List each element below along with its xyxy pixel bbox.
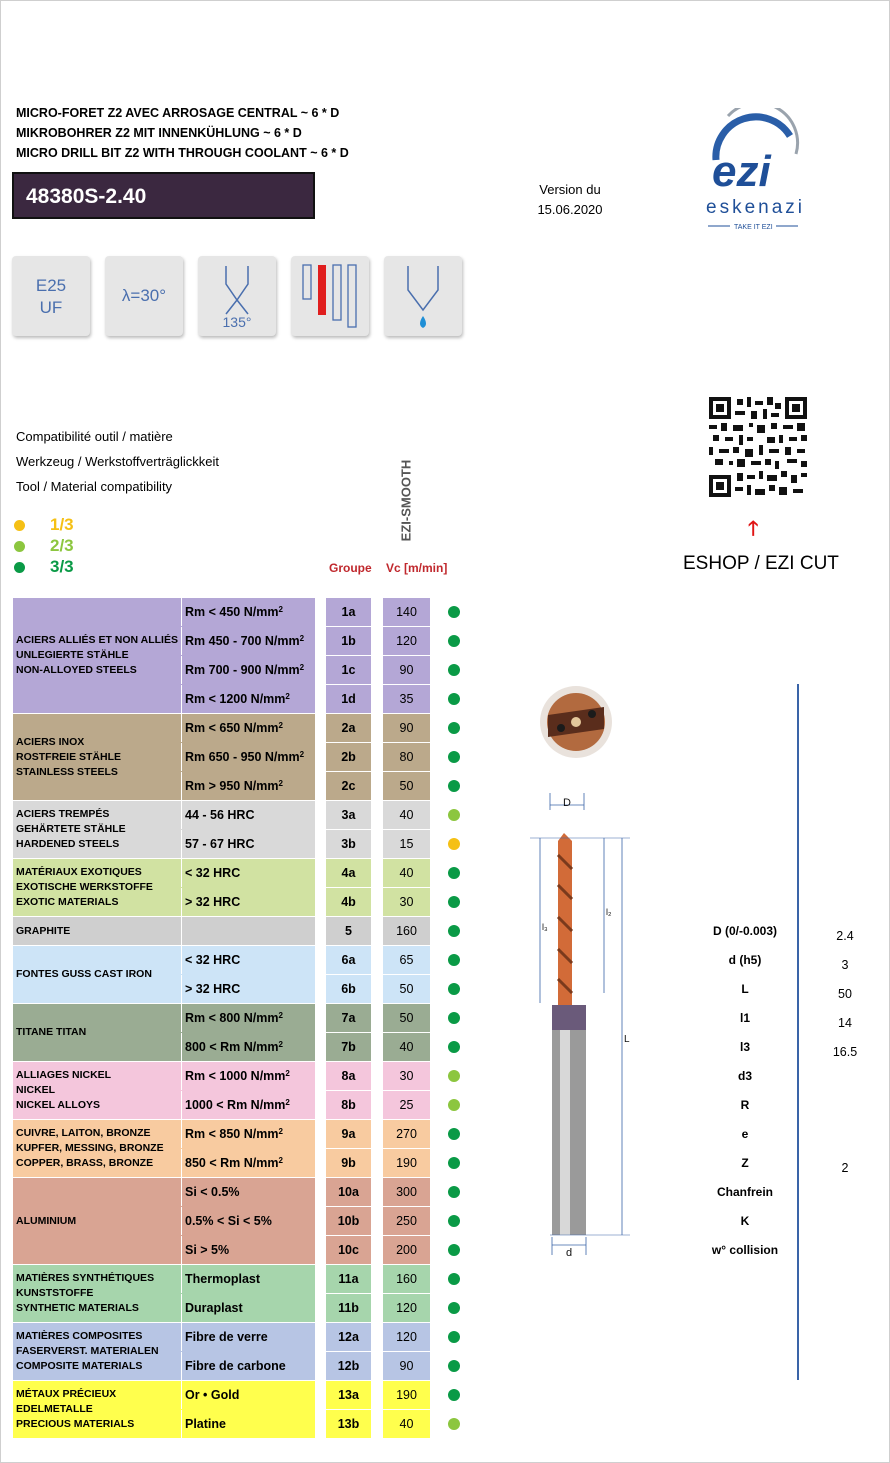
tool-length-icon [291, 256, 369, 336]
vc-cell: 40 [383, 801, 430, 829]
compatibility-dot [448, 1273, 460, 1285]
vc-cell: 25 [383, 1091, 430, 1119]
eshop-link[interactable]: ESHOP / EZI CUT [683, 553, 839, 574]
dimension-separator [797, 684, 799, 1380]
condition-cell [181, 1410, 315, 1438]
condition-cell [181, 1091, 315, 1119]
compat-de: Werkzeug / Werkstoffverträglickkeit [16, 454, 220, 469]
group-cell: 3b [326, 830, 371, 858]
condition-cell [181, 801, 315, 829]
vc-cell: 270 [383, 1120, 430, 1148]
legend-label-1: 1/3 [50, 515, 74, 534]
condition-text: 0.5% < Si < 5% [185, 1214, 272, 1228]
legend-dot-1 [14, 520, 25, 531]
version-label: Version du [539, 182, 601, 197]
condition-cell [181, 1178, 315, 1206]
condition-text: Rm < 1200 N/mm [185, 692, 286, 706]
dimension-label: e [741, 1127, 749, 1141]
material-group [13, 1120, 315, 1177]
grade-icon [12, 256, 90, 336]
compatibility-dot [448, 606, 460, 618]
group-cell: 2a [326, 714, 371, 742]
group-cell: 10c [326, 1236, 371, 1264]
compatibility-dot [448, 1128, 460, 1140]
condition-text: Rm < 800 N/mm [185, 1011, 279, 1025]
superscript: 2 [278, 1011, 283, 1020]
dimension-label: Z [741, 1156, 749, 1170]
group-cell: 1a [326, 598, 371, 626]
title-fr: MICRO-FORET Z2 AVEC ARROSAGE CENTRAL ~ 6 * D [16, 106, 340, 120]
group-cell: 11b [326, 1294, 371, 1322]
compatibility-dot [448, 1215, 460, 1227]
vc-cell: 200 [383, 1236, 430, 1264]
condition-text: 800 < Rm N/mm [185, 1040, 279, 1054]
vc-cell: 120 [383, 1294, 430, 1322]
condition-cell [181, 685, 315, 713]
legend-label-2: 2/3 [50, 536, 74, 555]
dimension-value: 2.4 [836, 929, 854, 943]
superscript: 2 [299, 750, 305, 759]
condition-text: Rm < 450 N/mm [185, 605, 279, 619]
group-cell: 12b [326, 1352, 371, 1380]
dim-D-label: D [563, 797, 571, 809]
condition-text: Platine [185, 1417, 226, 1431]
dimension-value: 14 [838, 1016, 852, 1030]
condition-cell [181, 917, 315, 945]
material-name: TITANE TITAN [16, 1026, 87, 1038]
dim-l2-label: l₂ [606, 907, 612, 917]
compatibility-dot [448, 1186, 460, 1198]
logo-brand: ezi [712, 147, 771, 196]
condition-text: Si < 0.5% [185, 1185, 240, 1199]
group-cell: 4a [326, 859, 371, 887]
vc-cell: 160 [383, 917, 430, 945]
material-group [13, 1062, 315, 1119]
logo-tagline: TAKE IT EZI [734, 224, 773, 231]
point-angle-icon [198, 256, 276, 336]
vc-cell: 90 [383, 1352, 430, 1380]
condition-cell [181, 1033, 315, 1061]
legend-dot-3 [14, 562, 25, 573]
coating-text: EZI-SMOOTH [398, 459, 414, 542]
group-cell: 7b [326, 1033, 371, 1061]
vc-cell: 190 [383, 1149, 430, 1177]
superscript: 2 [278, 605, 283, 614]
compatibility-dot [448, 751, 460, 763]
ezi-logo [700, 108, 810, 238]
dimension-value: 16.5 [832, 1045, 858, 1059]
material-name: MATIÈRES SYNTHÉTIQUES KUNSTSTOFFE SYNTHETIC MATERIALS [16, 1272, 155, 1314]
compatibility-dot [448, 664, 460, 676]
condition-text: Duraplast [185, 1301, 243, 1315]
compatibility-dot [448, 954, 460, 966]
compatibility-dot [448, 780, 460, 792]
material-group [13, 1265, 315, 1322]
group-cell: 2b [326, 743, 371, 771]
group-cell: 4b [326, 888, 371, 916]
condition-text: 44 - 56 HRC [185, 808, 255, 822]
group-cell: 11a [326, 1265, 371, 1293]
compatibility-dot [448, 867, 460, 879]
product-titles [16, 103, 349, 163]
group-cell: 10a [326, 1178, 371, 1206]
qr-code[interactable] [709, 397, 807, 497]
material-name: GRAPHITE [16, 924, 71, 937]
legend-label-3: 3/3 [50, 557, 74, 576]
drill-drawing [520, 685, 640, 1275]
condition-cell [181, 975, 315, 1003]
dimension-label: l3 [739, 1040, 750, 1054]
dimension-value: 2 [841, 1161, 849, 1175]
vc-cell: 90 [383, 714, 430, 742]
material-group [13, 917, 315, 945]
compatibility-dot [448, 1389, 460, 1401]
group-cell: 9a [326, 1120, 371, 1148]
vc-cell: 120 [383, 627, 430, 655]
vc-cell: 15 [383, 830, 430, 858]
vc-cell: 140 [383, 598, 430, 626]
dimension-label: w° collision [711, 1243, 779, 1257]
vc-cell: 50 [383, 1004, 430, 1032]
group-cell: 13b [326, 1410, 371, 1438]
group-header: Groupe [329, 561, 372, 575]
material-group [13, 714, 315, 800]
vc-cell: 90 [383, 656, 430, 684]
compatibility-dot [448, 1302, 460, 1314]
condition-cell [181, 743, 315, 771]
condition-cell [181, 598, 315, 626]
vc-cell: 120 [383, 1323, 430, 1351]
group-cell: 10b [326, 1207, 371, 1235]
superscript: 2 [299, 634, 305, 643]
legend-dot-2 [14, 541, 25, 552]
group-cell: 12a [326, 1323, 371, 1351]
helix-angle-icon [105, 256, 183, 336]
condition-cell [181, 830, 315, 858]
compat-fr: Compatibilité outil / matière [16, 429, 173, 444]
condition-cell [181, 1294, 315, 1322]
vc-cell: 30 [383, 1062, 430, 1090]
condition-cell [181, 946, 315, 974]
material-name: FONTES GUSS CAST IRON [16, 968, 152, 980]
condition-text: Si > 5% [185, 1243, 230, 1257]
material-group [13, 1323, 315, 1380]
condition-cell [181, 888, 315, 916]
compatibility-dot [448, 1331, 460, 1343]
material-name: MATÉRIAUX EXOTIQUES EXOTISCHE WERKSTOFFE EXOTIC MATERIALS [16, 866, 153, 908]
through-coolant-icon [384, 256, 462, 336]
compatibility-dot [448, 809, 460, 821]
compatibility-dot [448, 838, 460, 850]
superscript: 2 [278, 1040, 283, 1049]
condition-cell [181, 1004, 315, 1032]
condition-cell [181, 1265, 315, 1293]
compatibility-dot [448, 1099, 460, 1111]
vc-cell: 35 [383, 685, 430, 713]
compatibility-dot [448, 722, 460, 734]
condition-text: 57 - 67 HRC [185, 837, 255, 851]
condition-cell [181, 1120, 315, 1148]
superscript: 2 [285, 692, 290, 701]
condition-text: 1000 < Rm N/mm [185, 1098, 286, 1112]
dimension-label: K [740, 1214, 750, 1228]
vc-cell: 250 [383, 1207, 430, 1235]
condition-text: Or • Gold [185, 1388, 240, 1402]
vc-cell: 50 [383, 772, 430, 800]
compatibility-dot [448, 1041, 460, 1053]
superscript: 2 [278, 721, 283, 730]
version-block [520, 180, 620, 220]
dimension-label: d3 [737, 1069, 752, 1083]
logo-name: eskenazi [706, 197, 805, 218]
dim-d-label: d [565, 1247, 573, 1259]
condition-cell [181, 1062, 315, 1090]
condition-text: Rm < 850 N/mm [185, 1127, 279, 1141]
material-group [13, 801, 315, 858]
dimension-value: 50 [838, 987, 852, 1001]
condition-cell [181, 1149, 315, 1177]
compatibility-dot [448, 1244, 460, 1256]
group-cell: 1c [326, 656, 371, 684]
dimension-label: R [740, 1098, 750, 1112]
condition-cell [181, 656, 315, 684]
vc-cell: 80 [383, 743, 430, 771]
condition-cell [181, 714, 315, 742]
title-de: MIKROBOHRER Z2 MIT INNENKÜHLUNG ~ 6 * D [16, 126, 302, 140]
reference-box: 48380S-2.40 [12, 172, 315, 219]
material-group [13, 1178, 315, 1264]
dimension-label: l1 [739, 1011, 750, 1025]
group-cell: 3a [326, 801, 371, 829]
coolant-drawing [384, 256, 462, 336]
condition-text: Rm 700 - 900 N/mm [185, 663, 300, 677]
compatibility-title [16, 424, 219, 499]
material-group [13, 1004, 315, 1061]
condition-text: Rm 450 - 700 N/mm [185, 634, 300, 648]
point-angle-text: 135° [222, 314, 252, 330]
compatibility-dot [448, 1360, 460, 1372]
condition-text: < 32 HRC [185, 953, 241, 967]
dimension-value: 3 [841, 958, 849, 972]
dimension-label: D (0/-0.003) [712, 924, 778, 938]
vc-cell: 40 [383, 859, 430, 887]
dimension-label: L [741, 982, 749, 996]
superscript: 2 [299, 663, 305, 672]
group-cell: 7a [326, 1004, 371, 1032]
group-cell: 6a [326, 946, 371, 974]
condition-text: > 32 HRC [185, 895, 241, 909]
group-cell: 2c [326, 772, 371, 800]
condition-text: Thermoplast [185, 1272, 261, 1286]
compatibility-dot [448, 1012, 460, 1024]
material-name: ACIERS ALLIÉS ET NON ALLIÉS UNLEGIERTE STÄHLE NON-ALLOYED STEELS [16, 634, 178, 676]
condition-cell [181, 627, 315, 655]
dimension-label: Chanfrein [716, 1185, 773, 1199]
material-name: ACIERS TREMPÉS GEHÄRTETE STÄHLE HARDENED STEELS [16, 808, 126, 850]
material-name: ALLIAGES NICKEL NICKEL NICKEL ALLOYS [16, 1069, 112, 1111]
vc-cell: 190 [383, 1381, 430, 1409]
grade-line2: UF [39, 298, 63, 317]
coating-label [398, 450, 414, 552]
material-name: CUIVRE, LAITON, BRONZE KUPFER, MESSING, BRONZE COPPER, BRASS, BRONZE [16, 1127, 164, 1169]
group-cell: 8b [326, 1091, 371, 1119]
condition-text: > 32 HRC [185, 982, 241, 996]
material-name: ACIERS INOX ROSTFREIE STÄHLE STAINLESS STEELS [16, 735, 122, 778]
helix-text: λ=30° [121, 286, 167, 305]
tool-length-drawing [291, 256, 369, 336]
compatibility-dot [448, 1070, 460, 1082]
title-en: MICRO DRILL BIT Z2 WITH THROUGH COOLANT ~ 6 * D [16, 146, 349, 160]
compatibility-dot [448, 925, 460, 937]
condition-cell [181, 1207, 315, 1235]
condition-text: < 32 HRC [185, 866, 241, 880]
material-group [13, 598, 315, 713]
condition-text: Rm < 650 N/mm [185, 721, 279, 735]
grade-line1: E25 [35, 276, 67, 295]
compatibility-dot [448, 1418, 460, 1430]
material-name: MATIÈRES COMPOSITES FASERVERST. MATERIALEN COMPOSITE MATERIALS [16, 1330, 159, 1372]
compatibility-dot [448, 896, 460, 908]
vc-cell: 40 [383, 1410, 430, 1438]
superscript: 2 [278, 1127, 283, 1136]
superscript: 2 [285, 1098, 290, 1107]
condition-text: Fibre de verre [185, 1330, 268, 1344]
compatibility-dot [448, 693, 460, 705]
condition-cell [181, 772, 315, 800]
group-cell: 5 [326, 917, 371, 945]
dimension-label: d (h5) [728, 953, 762, 967]
vc-header: Vc [m/min] [386, 561, 448, 575]
condition-text: 850 < Rm N/mm [185, 1156, 279, 1170]
material-group [13, 1381, 315, 1438]
vc-cell: 40 [383, 1033, 430, 1061]
arrow-up-icon: 🡑 [748, 518, 759, 540]
group-cell: 1b [326, 627, 371, 655]
material-group [13, 946, 315, 1003]
group-cell: 9b [326, 1149, 371, 1177]
superscript: 2 [278, 1156, 283, 1165]
condition-cell [181, 1381, 315, 1409]
condition-text: Fibre de carbone [185, 1359, 286, 1373]
material-name: MÉTAUX PRÉCIEUX EDELMETALLE PRECIOUS MATERIALS [16, 1388, 135, 1430]
group-cell: 13a [326, 1381, 371, 1409]
condition-text: Rm < 1000 N/mm [185, 1069, 286, 1083]
vc-cell: 65 [383, 946, 430, 974]
superscript: 2 [278, 779, 283, 788]
dim-l3-label: l₃ [542, 922, 548, 932]
vc-cell: 30 [383, 888, 430, 916]
vc-cell: 160 [383, 1265, 430, 1293]
compatibility-dot [448, 635, 460, 647]
condition-cell [181, 1323, 315, 1351]
condition-cell [181, 1236, 315, 1264]
condition-cell [181, 859, 315, 887]
group-cell: 1d [326, 685, 371, 713]
compatibility-dot [448, 1157, 460, 1169]
group-cell: 6b [326, 975, 371, 1003]
vc-cell: 50 [383, 975, 430, 1003]
compat-en: Tool / Material compatibility [16, 479, 173, 494]
group-cell: 8a [326, 1062, 371, 1090]
version-date: 15.06.2020 [537, 202, 603, 217]
condition-text: Rm 650 - 950 N/mm [185, 750, 300, 764]
dim-L-label: L [624, 1034, 630, 1045]
superscript: 2 [285, 1069, 290, 1078]
drill-tip-icon [540, 686, 612, 758]
compatibility-dot [448, 983, 460, 995]
condition-text: Rm > 950 N/mm [185, 779, 279, 793]
vc-cell: 300 [383, 1178, 430, 1206]
material-name: ALUMINIUM [16, 1214, 77, 1227]
material-group [13, 859, 315, 916]
condition-cell [181, 1352, 315, 1380]
